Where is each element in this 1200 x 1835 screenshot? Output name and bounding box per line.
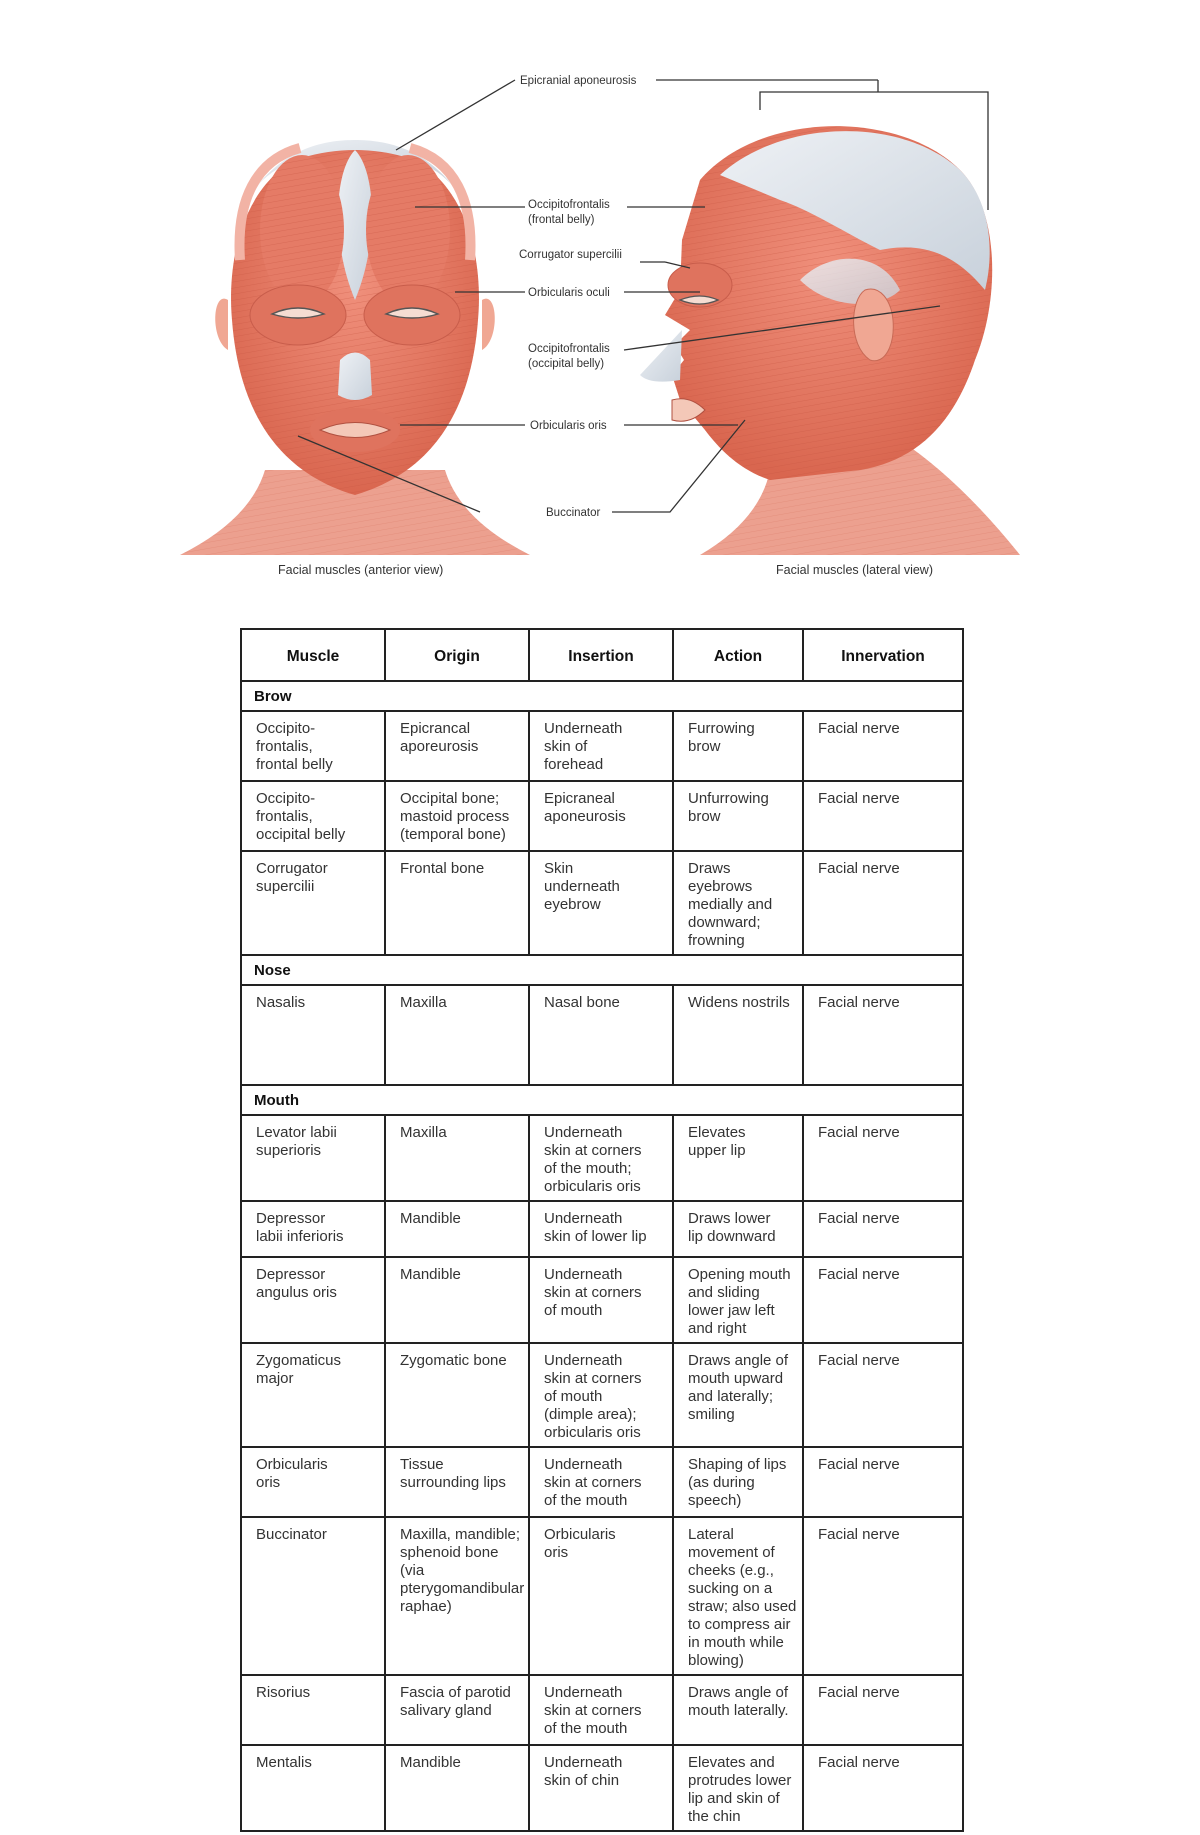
cell-muscle: Levator labii superioris [241,1115,385,1201]
anterior-head-diagram [180,140,530,555]
section-row [241,1085,963,1115]
cell-origin: Occipital bone; mastoid process (temporal bone) [385,781,529,851]
cell-action: Shaping of lips (as during speech) [673,1447,803,1517]
table-row [241,1745,963,1831]
cell-muscle: Zygomaticus major [241,1343,385,1447]
cell-innervation: Facial nerve [803,781,963,851]
section-title: Brow [241,681,963,711]
cell-innervation: Facial nerve [803,851,963,955]
cell-innervation: Facial nerve [803,1257,963,1343]
table-row [241,1201,963,1257]
cell-innervation: Facial nerve [803,1201,963,1257]
cell-muscle: Buccinator [241,1517,385,1675]
header-innervation: Innervation [803,629,963,681]
cell-action: Unfurrowing brow [673,781,803,851]
cell-action: Draws angle of mouth laterally. [673,1675,803,1745]
table-row [241,1343,963,1447]
cell-muscle: Nasalis [241,985,385,1085]
cell-insertion: Underneath skin at corners of the mouth [529,1447,673,1517]
cell-action: Furrowing brow [673,711,803,781]
cell-origin: Maxilla [385,985,529,1085]
label-occipitofrontalis-frontal-sub: (frontal belly) [528,214,595,226]
header-action: Action [673,629,803,681]
cell-muscle: Occipito- frontalis, occipital belly [241,781,385,851]
cell-innervation: Facial nerve [803,711,963,781]
table-body [241,681,963,1831]
section-title: Mouth [241,1085,963,1115]
table-row [241,1447,963,1517]
cell-action: Draws angle of mouth upward and laterally; smiling [673,1343,803,1447]
cell-insertion: Underneath skin of forehead [529,711,673,781]
cell-action: Lateral movement of cheeks (e.g., sucking on a straw; also used to compress air in mouth while blowing) [673,1517,803,1675]
cell-insertion: Underneath skin of chin [529,1745,673,1831]
facial-muscles-table [240,628,964,1832]
cell-action: Draws eyebrows medially and downward; frowning [673,851,803,955]
cell-action: Opening mouth and sliding lower jaw left and right [673,1257,803,1343]
table-row [241,711,963,781]
header-origin: Origin [385,629,529,681]
cell-innervation: Facial nerve [803,1447,963,1517]
cell-origin: Mandible [385,1745,529,1831]
table-row [241,1257,963,1343]
caption-lateral-view: Facial muscles (lateral view) [776,563,933,577]
label-occipitofrontalis-frontal: Occipitofrontalis [528,199,610,211]
cell-origin: Mandible [385,1257,529,1343]
cell-origin: Maxilla [385,1115,529,1201]
cell-insertion: Underneath skin of lower lip [529,1201,673,1257]
label-orbicularis-oris: Orbicularis oris [530,420,607,432]
lateral-head-diagram [640,126,1020,555]
table-row [241,1675,963,1745]
cell-muscle: Corrugator supercilii [241,851,385,955]
cell-innervation: Facial nerve [803,985,963,1085]
cell-muscle: Depressor angulus oris [241,1257,385,1343]
cell-insertion: Underneath skin at corners of mouth [529,1257,673,1343]
cell-insertion: Orbicularis oris [529,1517,673,1675]
cell-innervation: Facial nerve [803,1343,963,1447]
header-muscle: Muscle [241,629,385,681]
table-row [241,985,963,1085]
cell-insertion: Underneath skin at corners of the mouth; orbicularis oris [529,1115,673,1201]
facial-muscles-illustration [0,0,1200,600]
cell-action: Elevates upper lip [673,1115,803,1201]
table-header [241,629,963,681]
label-orbicularis-oculi: Orbicularis oculi [528,287,610,299]
cell-insertion: Skin underneath eyebrow [529,851,673,955]
cell-muscle: Depressor labii inferioris [241,1201,385,1257]
cell-innervation: Facial nerve [803,1517,963,1675]
table-row [241,1517,963,1675]
cell-action: Elevates and protrudes lower lip and skin of the chin [673,1745,803,1831]
section-row [241,681,963,711]
table-row [241,781,963,851]
cell-origin: Zygomatic bone [385,1343,529,1447]
cell-muscle: Occipito- frontalis, frontal belly [241,711,385,781]
cell-innervation: Facial nerve [803,1745,963,1831]
label-epicranial-aponeurosis: Epicranial aponeurosis [520,75,637,87]
label-occipitofrontalis-occipital-sub: (occipital belly) [528,358,605,370]
cell-origin: Epicrancal aporeurosis [385,711,529,781]
label-occipitofrontalis-occipital: Occipitofrontalis [528,343,610,355]
section-title: Nose [241,955,963,985]
section-row [241,955,963,985]
cell-innervation: Facial nerve [803,1115,963,1201]
cell-origin: Frontal bone [385,851,529,955]
table-row [241,1115,963,1201]
cell-muscle: Risorius [241,1675,385,1745]
cell-muscle: Mentalis [241,1745,385,1831]
cell-origin: Maxilla, mandible; sphenoid bone (via pterygomandibular raphae) [385,1517,529,1675]
cell-origin: Fascia of parotid salivary gland [385,1675,529,1745]
cell-muscle: Orbicularis oris [241,1447,385,1517]
cell-innervation: Facial nerve [803,1675,963,1745]
table-row [241,851,963,955]
cell-origin: Tissue surrounding lips [385,1447,529,1517]
cell-action: Draws lower lip downward [673,1201,803,1257]
cell-insertion: Nasal bone [529,985,673,1085]
label-buccinator: Buccinator [546,507,601,519]
cell-action: Widens nostrils [673,985,803,1085]
cell-insertion: Epicraneal aponeurosis [529,781,673,851]
cell-insertion: Underneath skin at corners of the mouth [529,1675,673,1745]
label-corrugator-supercilii: Corrugator supercilii [519,249,622,261]
cell-insertion: Underneath skin at corners of mouth (dimple area); orbicularis oris [529,1343,673,1447]
header-insertion: Insertion [529,629,673,681]
caption-anterior-view: Facial muscles (anterior view) [278,563,444,577]
header-row [241,629,963,681]
cell-origin: Mandible [385,1201,529,1257]
